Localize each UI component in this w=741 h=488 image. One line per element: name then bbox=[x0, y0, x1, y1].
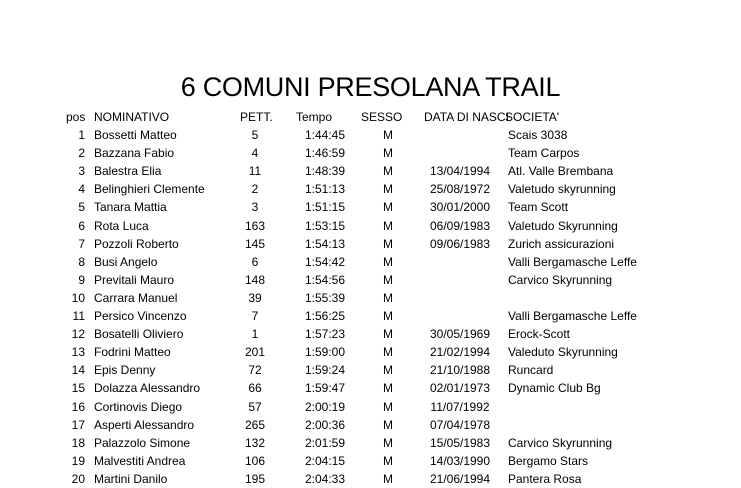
cell-time: 1:51:13 bbox=[304, 182, 346, 197]
cell-name: Palazzolo Simone bbox=[94, 435, 191, 450]
table-row bbox=[0, 198, 741, 216]
cell-dob: 25/08/1972 bbox=[429, 182, 491, 197]
cell-club: Pantera Rosa bbox=[508, 471, 582, 486]
table-row bbox=[0, 253, 741, 271]
cell-club: Zurich assicurazioni bbox=[508, 236, 615, 251]
cell-sex: M bbox=[383, 345, 393, 360]
cell-bib: 3 bbox=[251, 200, 259, 215]
cell-name: Belinghieri Clemente bbox=[94, 182, 205, 197]
cell-bib: 72 bbox=[248, 363, 262, 378]
cell-time: 1:53:15 bbox=[304, 218, 346, 233]
cell-bib: 2 bbox=[251, 182, 259, 197]
cell-name: Bosatelli Oliviero bbox=[94, 327, 184, 342]
cell-club: Dynamic Club Bg bbox=[508, 381, 601, 396]
cell-time: 1:59:47 bbox=[304, 381, 346, 396]
cell-name: Previtali Mauro bbox=[94, 272, 175, 287]
cell-name: Asperti Alessandro bbox=[94, 417, 195, 432]
cell-name: Bossetti Matteo bbox=[94, 128, 177, 142]
cell-dob: 13/04/1994 bbox=[429, 164, 491, 179]
cell-pos: 18 bbox=[71, 435, 85, 450]
cell-pos: 2 bbox=[78, 146, 85, 161]
cell-dob: 21/02/1994 bbox=[429, 345, 491, 360]
cell-club: Atl. Valle Brembana bbox=[508, 164, 614, 179]
cell-time: 1:55:39 bbox=[304, 290, 346, 305]
cell-time: 1:59:24 bbox=[304, 363, 346, 378]
table-row bbox=[0, 126, 741, 144]
header-dob: DATA DI NASCI bbox=[424, 110, 509, 124]
cell-name: Epis Denny bbox=[94, 363, 156, 378]
cell-pos: 4 bbox=[78, 182, 85, 197]
cell-sex: M bbox=[383, 309, 393, 323]
cell-sex: M bbox=[383, 435, 393, 450]
table-row bbox=[0, 379, 741, 397]
table-row bbox=[0, 325, 741, 343]
cell-pos: 19 bbox=[71, 453, 85, 468]
cell-club: Runcard bbox=[508, 363, 554, 378]
cell-dob: 21/06/1994 bbox=[429, 471, 491, 486]
cell-sex: M bbox=[383, 290, 393, 305]
cell-sex: M bbox=[383, 236, 393, 251]
cell-pos: 12 bbox=[71, 327, 85, 342]
cell-pos: 1 bbox=[78, 128, 85, 142]
cell-bib: 195 bbox=[244, 471, 266, 486]
cell-sex: M bbox=[383, 200, 393, 215]
table-row bbox=[0, 434, 741, 452]
cell-club: Valli Bergamasche Leffe bbox=[508, 254, 637, 269]
cell-pos: 8 bbox=[78, 254, 85, 269]
cell-sex: M bbox=[383, 164, 393, 179]
header-club: SOCIETA' bbox=[505, 110, 560, 124]
cell-pos: 11 bbox=[72, 309, 85, 323]
cell-name: Rota Luca bbox=[94, 218, 149, 233]
cell-dob: 07/04/1978 bbox=[429, 417, 491, 432]
cell-pos: 17 bbox=[71, 417, 85, 432]
cell-time: 1:46:59 bbox=[304, 146, 346, 161]
cell-time: 1:54:56 bbox=[304, 272, 346, 287]
table-header bbox=[0, 108, 741, 126]
cell-bib: 201 bbox=[244, 345, 266, 360]
table-row bbox=[0, 217, 741, 235]
cell-dob: 21/10/1988 bbox=[429, 363, 491, 378]
cell-time: 2:01:59 bbox=[304, 435, 346, 450]
cell-time: 1:54:13 bbox=[304, 236, 346, 251]
cell-name: Balestra Elia bbox=[94, 164, 162, 179]
cell-name: Malvestiti Andrea bbox=[94, 453, 186, 468]
header-bib: PETT. bbox=[240, 110, 273, 124]
cell-time: 2:00:19 bbox=[304, 399, 346, 414]
table-row bbox=[0, 271, 741, 289]
cell-club: Bergamo Stars bbox=[508, 453, 589, 468]
cell-club: Erock-Scott bbox=[508, 327, 571, 342]
cell-sex: M bbox=[383, 471, 393, 486]
cell-dob: 14/03/1990 bbox=[429, 453, 491, 468]
cell-club: Carvico Skyrunning bbox=[508, 272, 613, 287]
cell-bib: 163 bbox=[244, 218, 266, 233]
cell-bib: 265 bbox=[244, 417, 266, 432]
cell-sex: M bbox=[383, 381, 393, 396]
cell-bib: 7 bbox=[251, 309, 259, 323]
cell-sex: M bbox=[383, 182, 393, 197]
cell-bib: 57 bbox=[248, 399, 262, 414]
cell-sex: M bbox=[383, 363, 393, 378]
document-title: 6 COMUNI PRESOLANA TRAIL bbox=[180, 72, 561, 102]
cell-name: Tanara Mattia bbox=[94, 200, 167, 215]
cell-sex: M bbox=[383, 399, 393, 414]
cell-bib: 132 bbox=[244, 435, 266, 450]
cell-pos: 5 bbox=[78, 200, 85, 215]
cell-name: Busi Angelo bbox=[94, 254, 158, 269]
cell-bib: 11 bbox=[248, 164, 262, 179]
cell-sex: M bbox=[383, 272, 393, 287]
cell-time: 2:04:33 bbox=[304, 471, 346, 486]
cell-pos: 10 bbox=[71, 290, 85, 305]
cell-bib: 4 bbox=[251, 146, 259, 161]
cell-sex: M bbox=[383, 327, 393, 342]
cell-time: 2:04:15 bbox=[304, 453, 346, 468]
cell-pos: 20 bbox=[71, 471, 85, 486]
cell-bib: 66 bbox=[248, 381, 262, 396]
cell-name: Martini Danilo bbox=[94, 471, 168, 486]
cell-pos: 6 bbox=[78, 218, 85, 233]
cell-name: Fodrini Matteo bbox=[94, 345, 171, 360]
cell-pos: 7 bbox=[78, 236, 85, 251]
cell-dob: 11/07/1992 bbox=[430, 399, 490, 414]
cell-time: 1:44:45 bbox=[304, 128, 346, 142]
cell-club: Valetudo skyrunning bbox=[508, 182, 616, 197]
cell-club: Team Carpos bbox=[508, 146, 580, 161]
cell-time: 1:56:25 bbox=[304, 309, 346, 323]
cell-time: 1:54:42 bbox=[304, 254, 346, 269]
cell-sex: M bbox=[383, 417, 393, 432]
table-row bbox=[0, 180, 741, 198]
cell-bib: 6 bbox=[251, 254, 259, 269]
cell-bib: 145 bbox=[244, 236, 266, 251]
cell-name: Carrara Manuel bbox=[94, 290, 178, 305]
table-row bbox=[0, 307, 741, 325]
cell-bib: 1 bbox=[251, 327, 259, 342]
table-row bbox=[0, 162, 741, 180]
cell-club: Valli Bergamasche Leffe bbox=[508, 309, 637, 323]
cell-dob: 09/06/1983 bbox=[429, 236, 491, 251]
header-time: Tempo bbox=[296, 110, 333, 124]
cell-time: 2:00:36 bbox=[304, 417, 346, 432]
table-row bbox=[0, 144, 741, 162]
cell-club: Team Scott bbox=[508, 200, 569, 215]
cell-pos: 15 bbox=[71, 381, 85, 396]
cell-bib: 148 bbox=[244, 272, 266, 287]
cell-name: Dolazza Alessandro bbox=[94, 381, 201, 396]
cell-dob: 02/01/1973 bbox=[429, 381, 491, 396]
cell-pos: 3 bbox=[78, 164, 85, 179]
cell-dob: 30/01/2000 bbox=[429, 200, 491, 215]
table-row bbox=[0, 416, 741, 434]
cell-bib: 5 bbox=[251, 128, 259, 142]
cell-pos: 13 bbox=[71, 345, 85, 360]
header-pos: pos bbox=[66, 110, 86, 124]
cell-bib: 106 bbox=[244, 453, 266, 468]
cell-sex: M bbox=[383, 254, 393, 269]
cell-dob: 06/09/1983 bbox=[429, 218, 491, 233]
table-row bbox=[0, 398, 741, 416]
cell-pos: 16 bbox=[71, 399, 85, 414]
cell-bib: 39 bbox=[248, 290, 262, 305]
cell-sex: M bbox=[383, 218, 393, 233]
cell-pos: 14 bbox=[71, 363, 85, 378]
table-row bbox=[0, 452, 741, 470]
cell-club: Valetudo Skyrunning bbox=[508, 218, 618, 233]
cell-club: Valeduto Skyrunning bbox=[508, 345, 618, 360]
cell-dob: 15/05/1983 bbox=[429, 435, 491, 450]
cell-name: Pozzoli Roberto bbox=[94, 236, 179, 251]
cell-name: Cortinovis Diego bbox=[94, 399, 183, 414]
cell-sex: M bbox=[383, 453, 393, 468]
cell-name: Persico Vincenzo bbox=[94, 309, 187, 323]
cell-time: 1:59:00 bbox=[304, 345, 346, 360]
cell-time: 1:51:15 bbox=[304, 200, 346, 215]
cell-club: Scais 3038 bbox=[508, 128, 568, 142]
cell-sex: M bbox=[383, 128, 393, 142]
cell-name: Bazzana Fabio bbox=[94, 146, 175, 161]
cell-club: Carvico Skyrunning bbox=[508, 435, 613, 450]
table-row bbox=[0, 470, 741, 488]
cell-dob: 30/05/1969 bbox=[429, 327, 491, 342]
table-row bbox=[0, 289, 741, 307]
cell-time: 1:48:39 bbox=[304, 164, 346, 179]
cell-pos: 9 bbox=[78, 272, 85, 287]
header-name: NOMINATIVO bbox=[94, 110, 170, 124]
table-row bbox=[0, 361, 741, 379]
cell-sex: M bbox=[383, 146, 393, 161]
table-row bbox=[0, 343, 741, 361]
table-row bbox=[0, 235, 741, 253]
cell-time: 1:57:23 bbox=[304, 327, 346, 342]
header-sex: SESSO bbox=[361, 110, 403, 124]
